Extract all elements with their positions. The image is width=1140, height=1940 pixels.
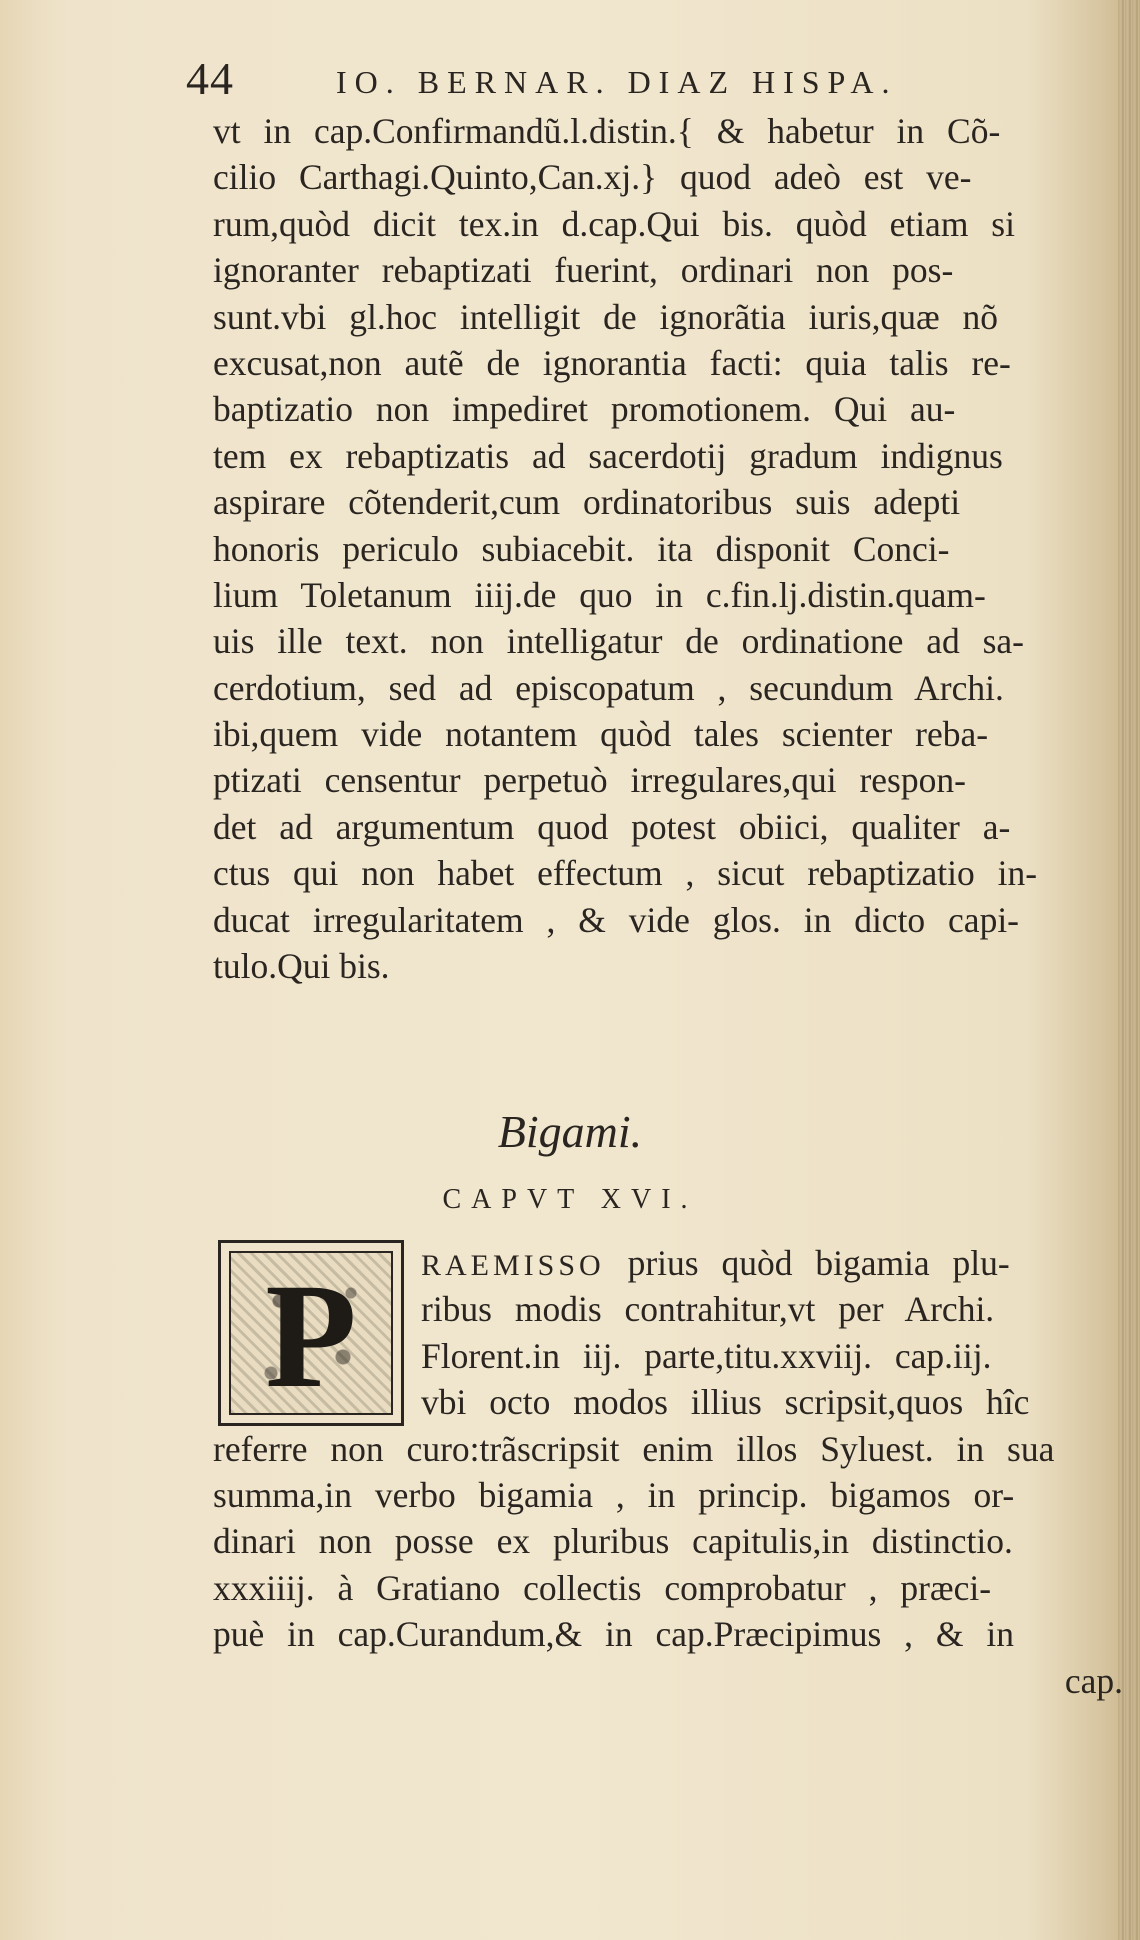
- text-line: ibi,quem vide notantem quòd tales scienter reba-: [213, 714, 989, 755]
- text-line: det ad argumentum quod potest obiici, qualiter a-: [213, 806, 1011, 847]
- text-line: baptizatio non impediret promotionem. Qui au-: [213, 389, 956, 430]
- text-line: tulo.Qui bis.: [213, 946, 390, 987]
- page-header: [186, 54, 946, 104]
- text-line: sunt.vbi gl.hoc intelligit de ignorãtia iuris,quæ nõ: [213, 296, 999, 337]
- text-line: lium Toletanum iiij.de quo in c.fin.lj.distin.quam-: [213, 574, 986, 615]
- paragraph-1: [213, 108, 1123, 989]
- text-line: ignoranter rebaptizati fuerint, ordinari non pos-: [213, 250, 954, 291]
- text-line: summa,in verbo bigamia , in princip. bigamos or-: [213, 1474, 1015, 1515]
- text-line: cerdotium, sed ad episcopatum , secundum Archi.: [213, 667, 1004, 708]
- text-line: Florent.in iij. parte,titu.xxviij. cap.iij.: [421, 1335, 992, 1376]
- text-line: uis ille text. non intelligatur de ordinatione ad sa-: [213, 621, 1024, 662]
- text-line: referre non curo:trãscripsit enim illos Syluest. in sua: [213, 1428, 1055, 1469]
- text-line: honoris periculo subiacebit. ita disponit Conci-: [213, 528, 950, 569]
- first-word-smallcaps: RAEMISSO: [421, 1249, 605, 1282]
- text-line: excusat,non autẽ de ignorantia facti: quia talis re-: [213, 342, 1011, 383]
- paragraph-2: [213, 1240, 1123, 1704]
- text-line: vbi octo modos illius scripsit,quos hîc: [421, 1382, 1030, 1423]
- text-line: dinari non posse ex pluribus capitulis,in distinctio.: [213, 1521, 1013, 1562]
- running-head: IO. BERNAR. DIAZ HISPA.: [336, 64, 898, 100]
- text-line: [213, 1240, 1123, 1286]
- chapter-heading: CAPVT XVI.: [442, 1184, 698, 1215]
- text-line: aspirare cõtenderit,cum ordinatoribus suis adepti: [213, 482, 961, 523]
- text-line: cilio Carthagi.Quinto,Can.xj.} quod adeò est ve-: [213, 157, 972, 198]
- text-line: ptizati censentur perpetuò irregulares,qui respon-: [213, 760, 966, 801]
- text-line: vt in cap.Confirmandũ.l.distin.{ & habetur in Cõ-: [213, 111, 1001, 151]
- text-line: ribus modis contrahitur,vt per Archi.: [421, 1289, 995, 1330]
- text-line: puè in cap.Curandum,& in cap.Præcipimus , & in: [213, 1614, 1014, 1655]
- page-number: 44: [186, 53, 234, 104]
- initial-letter: P: [265, 1253, 357, 1419]
- text-line: tem ex rebaptizatis ad sacerdotij gradum indignus: [213, 435, 1003, 476]
- text-line: ducat irregularitatem , & vide glos. in dicto capi-: [213, 899, 1020, 940]
- section-title: Bigami.: [497, 1106, 643, 1157]
- text-line: xxxiiij. à Gratiano collectis comprobatur , præci-: [213, 1567, 992, 1608]
- text-line: ctus qui non habet effectum , sicut rebaptizatio in-: [213, 853, 1038, 894]
- text-line-rest: prius quòd bigamia plu-: [604, 1243, 1010, 1283]
- catchword: cap.: [1064, 1660, 1123, 1701]
- text-line: rum,quòd dicit tex.in d.cap.Qui bis. quòd etiam si: [213, 203, 1015, 244]
